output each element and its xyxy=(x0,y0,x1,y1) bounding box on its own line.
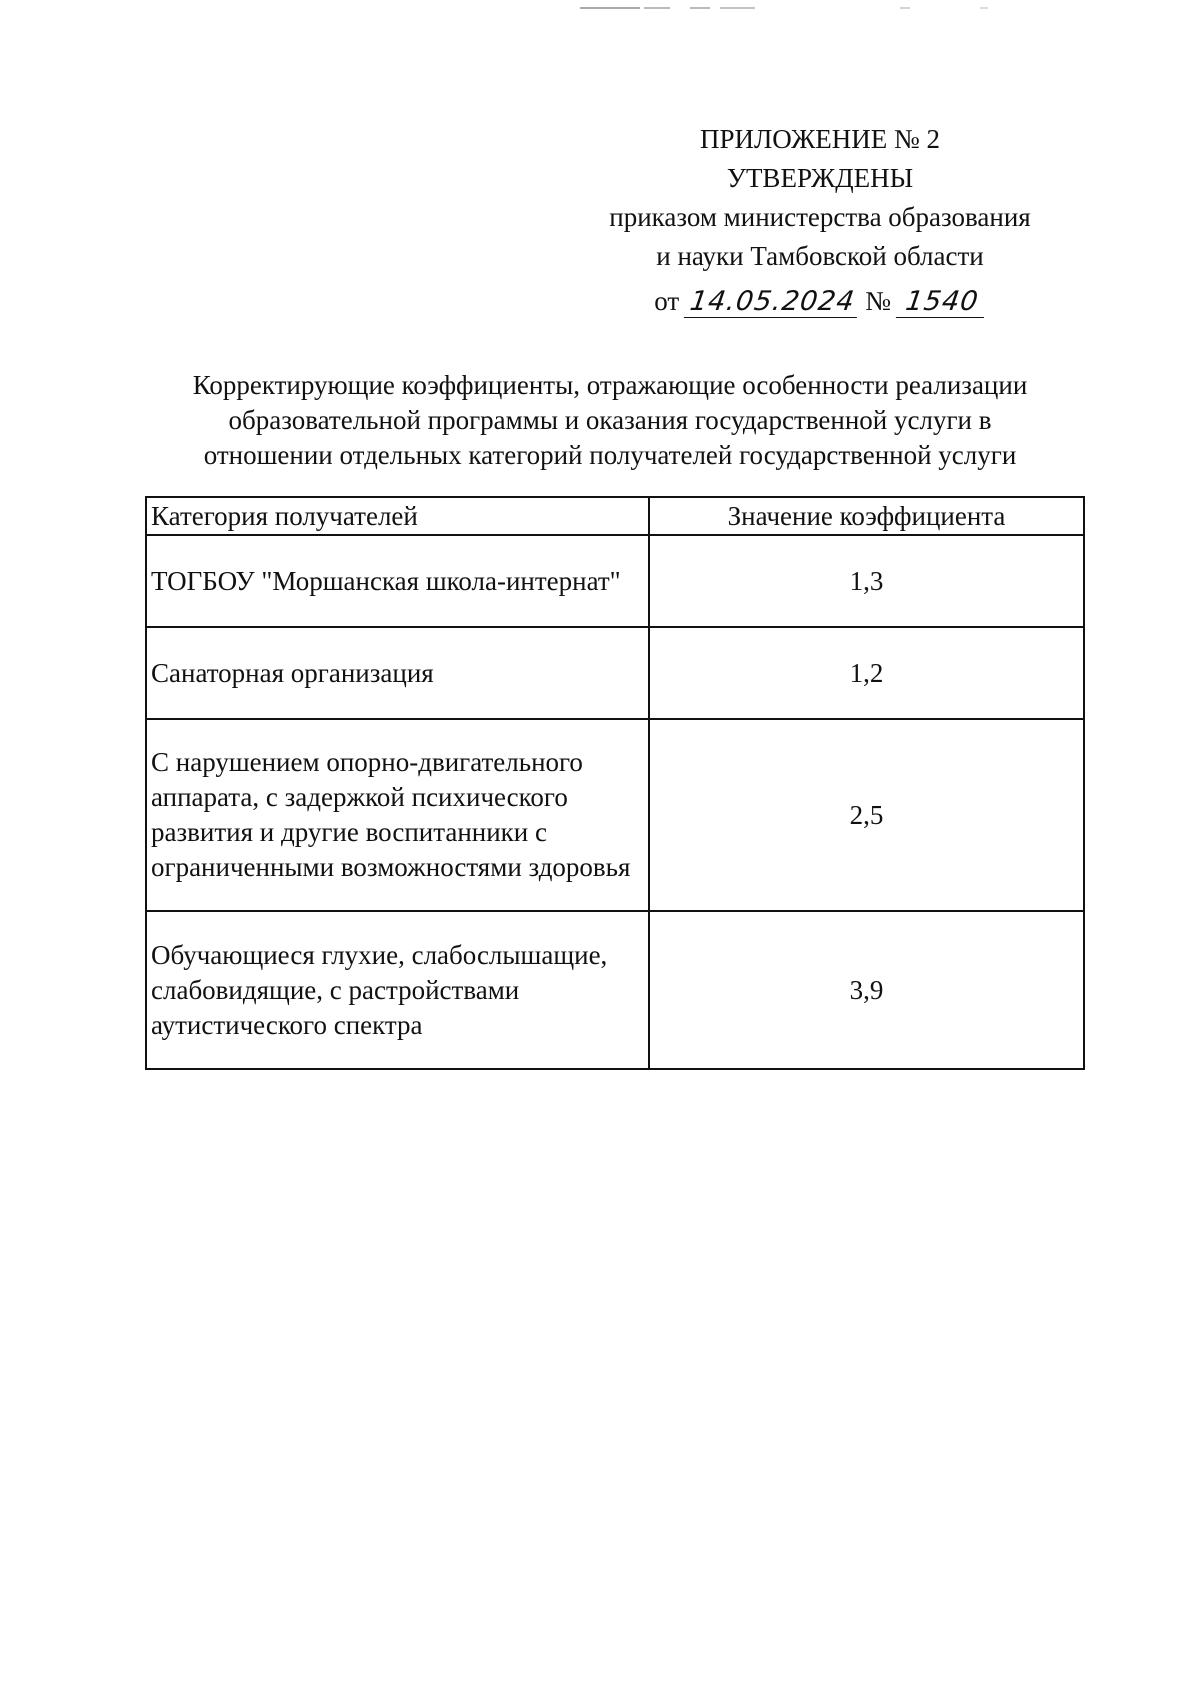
row-category: С нарушением опорно-двигательного аппарата, с задержкой психического развития и другие воспитанники с ограниченными возможностями здоровья xyxy=(146,719,649,911)
title-line-1: Корректирующие коэффициенты, отражающие особенности реализации xyxy=(192,370,1028,400)
row-category: ТОГБОУ "Моршанская школа-интернат" xyxy=(146,535,649,627)
table-row xyxy=(146,719,1084,911)
order-date-handwritten: 14.05.2024 xyxy=(684,287,861,318)
row-category: Санаторная организация xyxy=(146,627,649,719)
table-header-row xyxy=(146,497,1084,535)
row-value: 1,2 xyxy=(649,627,1084,719)
order-number-handwritten: 1540 xyxy=(896,287,988,318)
order-issuer-line-1: приказом министерства образования xyxy=(609,202,1031,232)
order-date-number xyxy=(560,282,1080,321)
table-row xyxy=(146,627,1084,719)
document-title xyxy=(130,368,1090,473)
row-category: Обучающиеся глухие, слабослышащие, слабовидящие, с растройствами аутистического спектра xyxy=(146,911,649,1069)
date-prefix: от xyxy=(654,286,680,316)
scan-artifact-line xyxy=(580,6,1050,10)
appendix-number: ПРИЛОЖЕНИЕ № 2 xyxy=(699,124,941,154)
coefficients-table xyxy=(145,496,1085,1070)
approved-label: УТВЕРЖДЕНЫ xyxy=(726,163,914,193)
order-issuer-line-2: и науки Тамбовской области xyxy=(656,241,984,271)
row-value: 2,5 xyxy=(649,719,1084,911)
table-row xyxy=(146,535,1084,627)
header-category: Категория получателей xyxy=(146,497,649,535)
number-prefix: № xyxy=(865,286,892,316)
header-value: Значение коэффициента xyxy=(649,497,1084,535)
table-row xyxy=(146,911,1084,1069)
row-value: 3,9 xyxy=(649,911,1084,1069)
title-line-2: образовательной программы и оказания государственной услуги в xyxy=(228,405,992,435)
title-line-3: отношении отдельных категорий получателей государственной услуги xyxy=(203,440,1017,470)
approval-block xyxy=(560,120,1080,321)
row-value: 1,3 xyxy=(649,535,1084,627)
